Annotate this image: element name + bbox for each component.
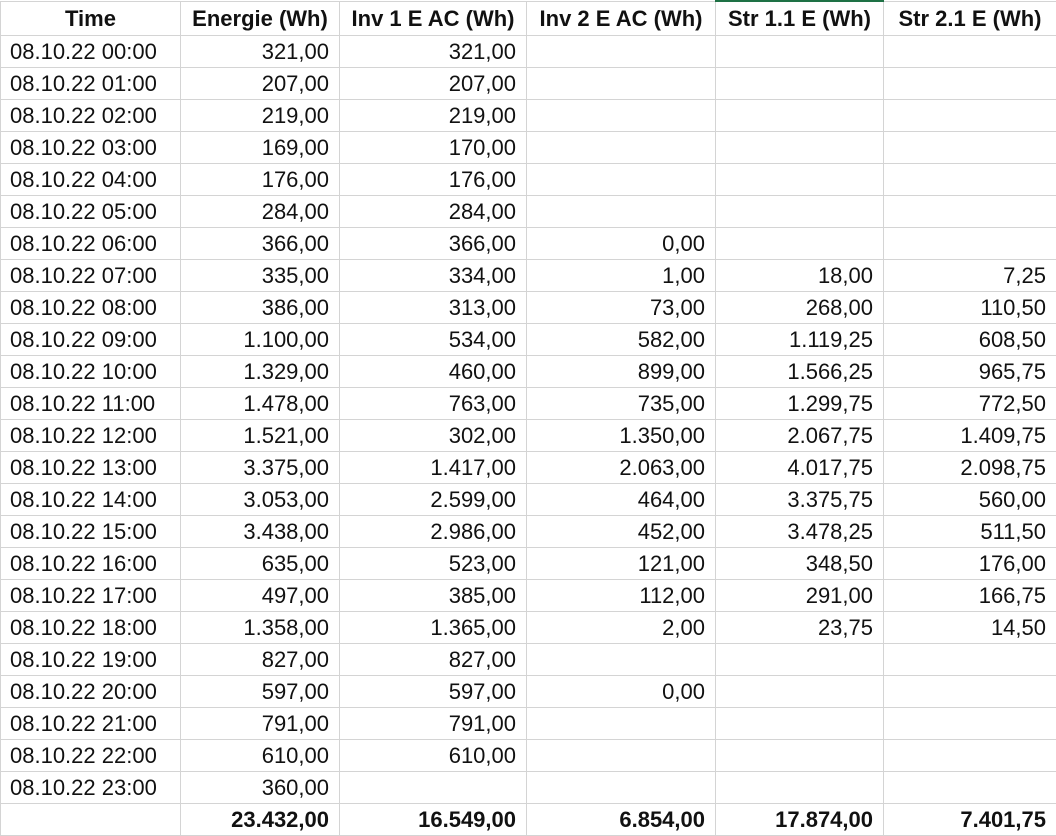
table-row: [1, 707, 1056, 739]
cell-str11[interactable]: [716, 67, 884, 99]
cell-time[interactable]: 08.10.22 20:00: [1, 675, 181, 707]
cell-energie[interactable]: 366,00: [181, 227, 340, 259]
cell-energie[interactable]: 284,00: [181, 195, 340, 227]
cell-str21[interactable]: 14,50: [884, 611, 1056, 643]
cell-energie[interactable]: 610,00: [181, 739, 340, 771]
cell-inv1[interactable]: 763,00: [340, 387, 527, 419]
cell-str11[interactable]: [716, 35, 884, 67]
totals-row: [1, 803, 1056, 835]
selected-column-indicator: [715, 0, 883, 2]
table-row: [1, 259, 1056, 291]
total-str11[interactable]: 17.874,00: [716, 803, 884, 835]
cell-inv2[interactable]: [527, 739, 716, 771]
cell-inv2[interactable]: [527, 67, 716, 99]
cell-inv2[interactable]: [527, 771, 716, 803]
cell-str11[interactable]: 1.119,25: [716, 323, 884, 355]
cell-str21[interactable]: 110,50: [884, 291, 1056, 323]
cell-str21[interactable]: 560,00: [884, 483, 1056, 515]
cell-inv1[interactable]: 366,00: [340, 227, 527, 259]
cell-energie[interactable]: 219,00: [181, 99, 340, 131]
cell-str21[interactable]: [884, 771, 1056, 803]
table-row: [1, 515, 1056, 547]
header-inv2[interactable]: Inv 2 E AC (Wh): [527, 1, 716, 35]
cell-energie[interactable]: 386,00: [181, 291, 340, 323]
cell-energie[interactable]: 827,00: [181, 643, 340, 675]
cell-energie[interactable]: 1.329,00: [181, 355, 340, 387]
total-energie[interactable]: 23.432,00: [181, 803, 340, 835]
cell-str11[interactable]: [716, 707, 884, 739]
cell-str21[interactable]: 176,00: [884, 547, 1056, 579]
cell-inv1[interactable]: 2.986,00: [340, 515, 527, 547]
cell-energie[interactable]: 207,00: [181, 67, 340, 99]
header-inv1[interactable]: Inv 1 E AC (Wh): [340, 1, 527, 35]
cell-energie[interactable]: 321,00: [181, 35, 340, 67]
cell-time[interactable]: 08.10.22 11:00: [1, 387, 181, 419]
cell-str11[interactable]: [716, 131, 884, 163]
cell-inv2[interactable]: [527, 643, 716, 675]
cell-str11[interactable]: [716, 163, 884, 195]
cell-str11[interactable]: [716, 99, 884, 131]
cell-inv1[interactable]: 610,00: [340, 739, 527, 771]
cell-inv2[interactable]: [527, 99, 716, 131]
cell-time[interactable]: 08.10.22 23:00: [1, 771, 181, 803]
table-row: [1, 227, 1056, 259]
cell-time[interactable]: 08.10.22 04:00: [1, 163, 181, 195]
cell-time[interactable]: 08.10.22 06:00: [1, 227, 181, 259]
cell-time[interactable]: 08.10.22 13:00: [1, 451, 181, 483]
cell-inv1[interactable]: 321,00: [340, 35, 527, 67]
cell-str11[interactable]: 291,00: [716, 579, 884, 611]
cell-str11[interactable]: [716, 739, 884, 771]
cell-time[interactable]: 08.10.22 21:00: [1, 707, 181, 739]
cell-energie[interactable]: 635,00: [181, 547, 340, 579]
total-inv2[interactable]: 6.854,00: [527, 803, 716, 835]
header-row: [1, 1, 1056, 35]
cell-inv2[interactable]: 2.063,00: [527, 451, 716, 483]
cell-str21[interactable]: [884, 739, 1056, 771]
cell-inv2[interactable]: [527, 195, 716, 227]
cell-energie[interactable]: 176,00: [181, 163, 340, 195]
cell-str11[interactable]: 1.566,25: [716, 355, 884, 387]
cell-time[interactable]: 08.10.22 09:00: [1, 323, 181, 355]
cell-time[interactable]: 08.10.22 08:00: [1, 291, 181, 323]
cell-str21[interactable]: [884, 227, 1056, 259]
cell-str21[interactable]: [884, 131, 1056, 163]
cell-inv1[interactable]: 791,00: [340, 707, 527, 739]
total-inv1[interactable]: 16.549,00: [340, 803, 527, 835]
cell-str21[interactable]: [884, 35, 1056, 67]
cell-energie[interactable]: 597,00: [181, 675, 340, 707]
cell-inv2[interactable]: 1,00: [527, 259, 716, 291]
cell-str21[interactable]: [884, 675, 1056, 707]
cell-inv1[interactable]: 219,00: [340, 99, 527, 131]
cell-energie[interactable]: 335,00: [181, 259, 340, 291]
cell-inv1[interactable]: 385,00: [340, 579, 527, 611]
cell-str11[interactable]: 348,50: [716, 547, 884, 579]
cell-inv1[interactable]: [340, 771, 527, 803]
cell-energie[interactable]: 3.053,00: [181, 483, 340, 515]
cell-str21[interactable]: 2.098,75: [884, 451, 1056, 483]
cell-str11[interactable]: 3.375,75: [716, 483, 884, 515]
cell-time[interactable]: 08.10.22 14:00: [1, 483, 181, 515]
cell-str21[interactable]: 608,50: [884, 323, 1056, 355]
cell-str21[interactable]: [884, 643, 1056, 675]
cell-inv2[interactable]: 452,00: [527, 515, 716, 547]
header-energie[interactable]: Energie (Wh): [181, 1, 340, 35]
cell-time[interactable]: 08.10.22 00:00: [1, 35, 181, 67]
cell-inv1[interactable]: 176,00: [340, 163, 527, 195]
cell-inv2[interactable]: 899,00: [527, 355, 716, 387]
cell-str11[interactable]: [716, 195, 884, 227]
table-row: [1, 675, 1056, 707]
cell-str11[interactable]: 2.067,75: [716, 419, 884, 451]
total-str21[interactable]: 7.401,75: [884, 803, 1056, 835]
cell-time[interactable]: 08.10.22 17:00: [1, 579, 181, 611]
cell-str11[interactable]: [716, 227, 884, 259]
header-str11[interactable]: Str 1.1 E (Wh): [716, 1, 884, 35]
cell-energie[interactable]: 791,00: [181, 707, 340, 739]
cell-time[interactable]: 08.10.22 15:00: [1, 515, 181, 547]
cell-str21[interactable]: 511,50: [884, 515, 1056, 547]
header-time[interactable]: Time: [1, 1, 181, 35]
cell-inv2[interactable]: 735,00: [527, 387, 716, 419]
cell-inv2[interactable]: 582,00: [527, 323, 716, 355]
table-row: [1, 195, 1056, 227]
cell-str21[interactable]: 166,75: [884, 579, 1056, 611]
table-row: [1, 291, 1056, 323]
cell-energie[interactable]: 1.358,00: [181, 611, 340, 643]
cell-str21[interactable]: [884, 67, 1056, 99]
cell-inv1[interactable]: 334,00: [340, 259, 527, 291]
cell-energie[interactable]: 497,00: [181, 579, 340, 611]
cell-inv2[interactable]: [527, 131, 716, 163]
cell-energie[interactable]: 1.100,00: [181, 323, 340, 355]
cell-inv1[interactable]: 2.599,00: [340, 483, 527, 515]
cell-str21[interactable]: 7,25: [884, 259, 1056, 291]
cell-str11[interactable]: 1.299,75: [716, 387, 884, 419]
cell-inv1[interactable]: 284,00: [340, 195, 527, 227]
table-row: [1, 387, 1056, 419]
cell-str21[interactable]: 772,50: [884, 387, 1056, 419]
table-row: [1, 35, 1056, 67]
cell-str21[interactable]: 1.409,75: [884, 419, 1056, 451]
cell-str21[interactable]: [884, 707, 1056, 739]
cell-time[interactable]: 08.10.22 02:00: [1, 99, 181, 131]
cell-inv2[interactable]: [527, 707, 716, 739]
table-row: [1, 67, 1056, 99]
cell-inv1[interactable]: 534,00: [340, 323, 527, 355]
cell-str11[interactable]: [716, 675, 884, 707]
table-row: [1, 131, 1056, 163]
cell-time[interactable]: 08.10.22 22:00: [1, 739, 181, 771]
cell-inv2[interactable]: 1.350,00: [527, 419, 716, 451]
cell-inv1[interactable]: 207,00: [340, 67, 527, 99]
cell-energie[interactable]: 1.478,00: [181, 387, 340, 419]
cell-str21[interactable]: [884, 163, 1056, 195]
cell-inv2[interactable]: [527, 35, 716, 67]
header-str21[interactable]: Str 2.1 E (Wh): [884, 1, 1056, 35]
cell-inv1[interactable]: 597,00: [340, 675, 527, 707]
cell-str11[interactable]: 18,00: [716, 259, 884, 291]
table-row: [1, 451, 1056, 483]
cell-energie[interactable]: 1.521,00: [181, 419, 340, 451]
cell-inv1[interactable]: 302,00: [340, 419, 527, 451]
cell-time[interactable]: 08.10.22 01:00: [1, 67, 181, 99]
table-row: [1, 163, 1056, 195]
table-row: [1, 483, 1056, 515]
table-row: [1, 547, 1056, 579]
table-row: [1, 643, 1056, 675]
cell-time[interactable]: 08.10.22 12:00: [1, 419, 181, 451]
total-time[interactable]: [1, 803, 181, 835]
cell-energie[interactable]: 360,00: [181, 771, 340, 803]
cell-time[interactable]: 08.10.22 16:00: [1, 547, 181, 579]
cell-time[interactable]: 08.10.22 07:00: [1, 259, 181, 291]
cell-str11[interactable]: 268,00: [716, 291, 884, 323]
cell-inv2[interactable]: 0,00: [527, 227, 716, 259]
table-row: [1, 419, 1056, 451]
cell-inv1[interactable]: 1.417,00: [340, 451, 527, 483]
table-row: [1, 771, 1056, 803]
cell-time[interactable]: 08.10.22 10:00: [1, 355, 181, 387]
cell-inv1[interactable]: 313,00: [340, 291, 527, 323]
cell-inv1[interactable]: 1.365,00: [340, 611, 527, 643]
cell-str21[interactable]: 965,75: [884, 355, 1056, 387]
table-row: [1, 739, 1056, 771]
table-row: [1, 579, 1056, 611]
cell-str11[interactable]: 4.017,75: [716, 451, 884, 483]
cell-time[interactable]: 08.10.22 19:00: [1, 643, 181, 675]
cell-str21[interactable]: [884, 99, 1056, 131]
cell-str11[interactable]: [716, 771, 884, 803]
cell-inv2[interactable]: 0,00: [527, 675, 716, 707]
cell-time[interactable]: 08.10.22 03:00: [1, 131, 181, 163]
cell-time[interactable]: 08.10.22 05:00: [1, 195, 181, 227]
cell-inv1[interactable]: 460,00: [340, 355, 527, 387]
cell-time[interactable]: 08.10.22 18:00: [1, 611, 181, 643]
cell-inv2[interactable]: 464,00: [527, 483, 716, 515]
cell-str11[interactable]: [716, 643, 884, 675]
cell-str11[interactable]: 3.478,25: [716, 515, 884, 547]
cell-energie[interactable]: 3.438,00: [181, 515, 340, 547]
cell-inv2[interactable]: 73,00: [527, 291, 716, 323]
cell-inv1[interactable]: 170,00: [340, 131, 527, 163]
cell-energie[interactable]: 3.375,00: [181, 451, 340, 483]
cell-inv2[interactable]: [527, 163, 716, 195]
table-row: [1, 323, 1056, 355]
cell-energie[interactable]: 169,00: [181, 131, 340, 163]
cell-str21[interactable]: [884, 195, 1056, 227]
table-row: [1, 355, 1056, 387]
cell-inv1[interactable]: 523,00: [340, 547, 527, 579]
table-row: [1, 99, 1056, 131]
cell-inv2[interactable]: 2,00: [527, 611, 716, 643]
cell-inv1[interactable]: 827,00: [340, 643, 527, 675]
cell-inv2[interactable]: 121,00: [527, 547, 716, 579]
cell-inv2[interactable]: 112,00: [527, 579, 716, 611]
table-row: [1, 611, 1056, 643]
cell-str11[interactable]: 23,75: [716, 611, 884, 643]
